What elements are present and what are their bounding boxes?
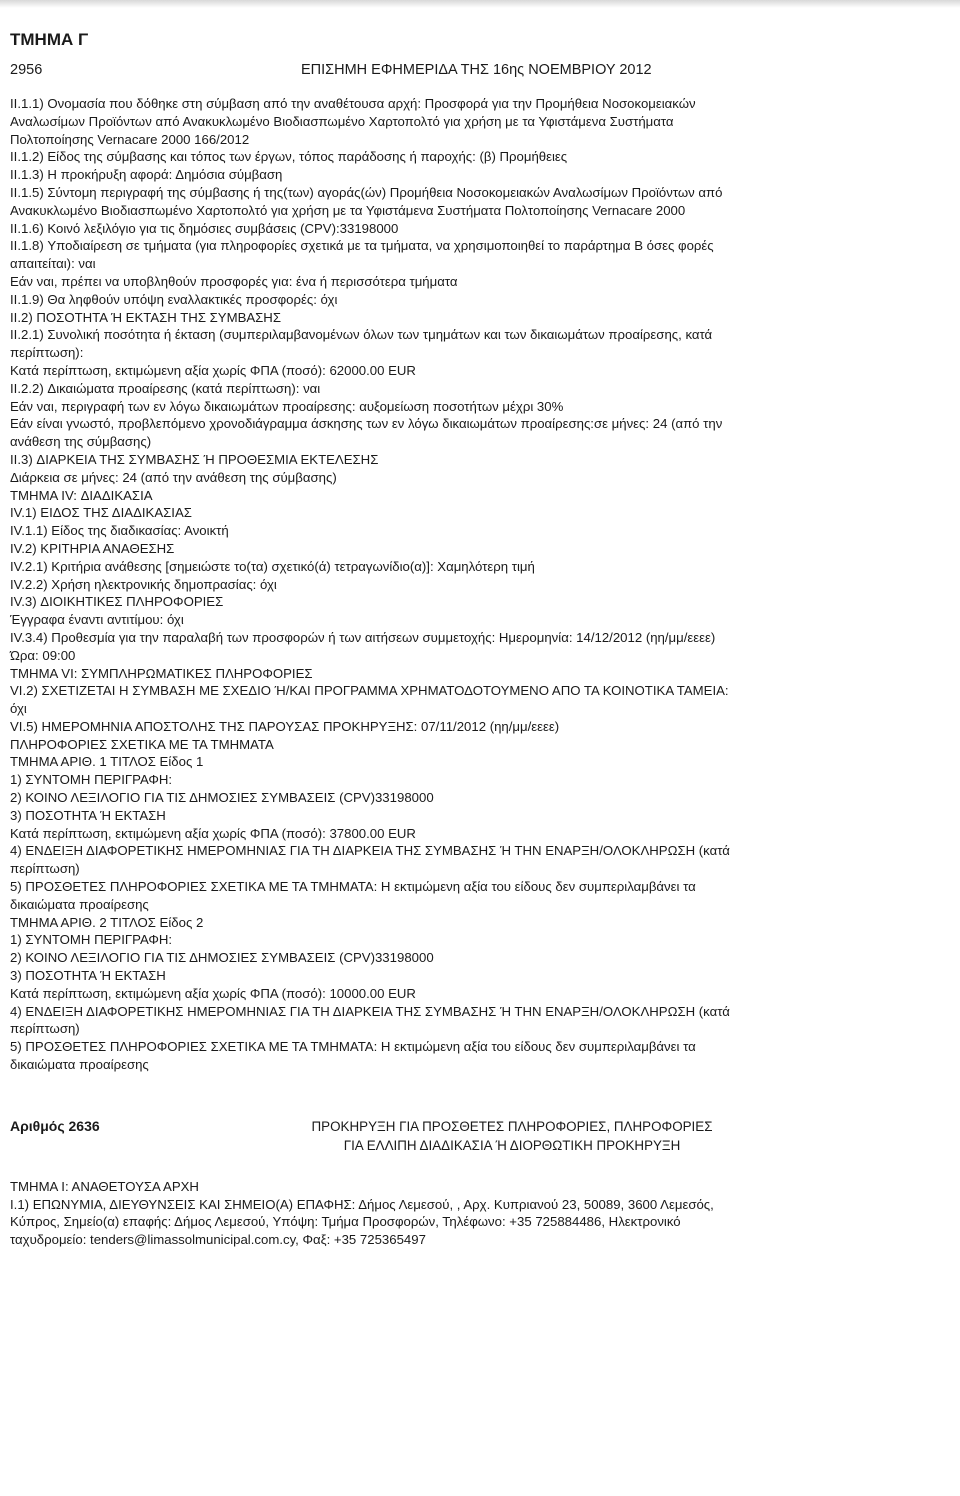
text-line: όχι [10, 701, 27, 717]
text-line: ΠΛΗΡΟΦΟΡΙΕΣ ΣΧΕΤΙΚΑ ΜΕ ΤΑ ΤΜΗΜΑΤΑ [10, 736, 274, 752]
text-line: 2) ΚΟΙΝΟ ΛΕΞΙΛΟΓΙΟ ΓΙΑ ΤΙΣ ΔΗΜΟΣΙΕΣ ΣΥΜΒΑΣΕΙΣ (CPV)33198000 [10, 790, 434, 806]
text-line: Έγγραφα έναντι αντιτίμου: όχι [10, 612, 184, 628]
text-line: IV.1) ΕΙΔΟΣ ΤΗΣ ΔΙΑΔΙΚΑΣΙΑΣ [10, 505, 192, 521]
text-line: II.1.2) Είδος της σύμβασης και τόπος των έργων, τόπος παράδοσης ή παροχής: (β) Προμήθειες [10, 149, 568, 165]
text-line: IV.3.4) Προθεσμία για την παραλαβή των προσφορών ή των αιτήσεων συμμετοχής: Ημερομηνία: 14/12/2012 (ηη/μμ/εεεε) [10, 629, 716, 645]
document-body [10, 95, 954, 1249]
text-line: IV.2) ΚΡΙΤΗΡΙΑ ΑΝΑΘΕΣΗΣ [10, 540, 175, 556]
contract-notice-text [10, 95, 954, 1074]
text-line: II.2) ΠΟΣΟΤΗΤΑ Ή ΕΚΤΑΣΗ ΤΗΣ ΣΥΜΒΑΣΗΣ [10, 309, 281, 325]
spacer [10, 1164, 954, 1178]
text-line: II.1.6) Κοινό λεξιλόγιο για τις δημόσιες συμβάσεις (CPV):33198000 [10, 220, 399, 236]
text-line: 3) ΠΟΣΟΤΗΤΑ Ή ΕΚΤΑΣΗ [10, 968, 166, 984]
text-line: 2) ΚΟΙΝΟ ΛΕΞΙΛΟΓΙΟ ΓΙΑ ΤΙΣ ΔΗΜΟΣΙΕΣ ΣΥΜΒΑΣΕΙΣ (CPV)33198000 [10, 950, 434, 966]
text-line: IV.2.1) Κριτήρια ανάθεσης [σημειώστε το(τα) σχετικό(ά) τετραγωνίδιο(α)]: Χαμηλότερη τιμή [10, 558, 535, 574]
gazette-title: ΕΠΙΣΗΜΗ ΕΦΗΜΕΡΙΔΑ ΤΗΣ 16ης ΝΟΕΜΒΡΙΟΥ 2012 [301, 62, 652, 78]
text-line: ΤΜΗΜΑ Ι: ΑΝΑΘΕΤΟΥΣΑ ΑΡΧΗ [10, 1178, 199, 1194]
text-line: ΤΜΗΜΑ ΑΡΙΘ. 1 ΤΙΤΛΟΣ Είδος 1 [10, 754, 204, 770]
text-line: ΤΜΗΜΑ ΑΡΙΘ. 2 ΤΙΤΛΟΣ Είδος 2 [10, 914, 204, 930]
scan-edge [0, 0, 960, 8]
text-line: VI.2) ΣΧΕΤΙΖΕΤΑΙ Η ΣΥΜΒΑΣΗ ΜΕ ΣΧΕΔΙΟ Ή/ΚΑΙ ΠΡΟΓΡΑΜΜΑ ΧΡΗΜΑΤΟΔΟΤΟΥΜΕΝΟ ΑΠΟ ΤΑ ΚΟΙΝΟΤΙΚΑ ΤΑΜΕΙΑ: [10, 683, 729, 699]
text-line: Αναλωσίμων Προϊόντων από Ανακυκλωμένο Βιοδιασπωμένο Χαρτοπολτό για χρήση με τα Υφιστάμενα Συστήματα [10, 113, 674, 129]
text-line: II.2.1) Συνολική ποσότητα ή έκταση (συμπεριλαμβανομένων όλων των τμημάτων και των δικαιωμάτων προαίρεσης, κατά [10, 327, 713, 343]
text-line: Εάν ναι, περιγραφή των εν λόγω δικαιωμάτων προαίρεσης: αυξομείωση ποσοτήτων μέχρι 30% [10, 398, 564, 414]
text-line: Πολτοποίησης Vernacare 2000 166/2012 [10, 131, 250, 147]
additional-info-notice-text [10, 1178, 954, 1249]
text-line: 4) ΕΝΔΕΙΞΗ ΔΙΑΦΟΡΕΤΙΚΗΣ ΗΜΕΡΟΜΗΝΙΑΣ ΓΙΑ ΤΗ ΔΙΑΡΚΕΙΑ ΤΗΣ ΣΥΜΒΑΣΗΣ Ή ΤΗΝ ΕΝΑΡΞΗ/ΟΛΟΚΛΗΡΩΣΗ (κατά [10, 843, 730, 859]
text-line: απαιτείται): ναι [10, 256, 96, 272]
text-line: δικαιώματα προαίρεσης [10, 896, 149, 912]
text-line: Εάν είναι γνωστό, προβλεπόμενο χρονοδιάγραμμα άσκησης των εν λόγω δικαιωμάτων προαίρεσης:σε μήνες: 24 (από την [10, 416, 723, 432]
text-line: Ώρα: 09:00 [10, 647, 76, 663]
text-line: δικαιώματα προαίρεσης [10, 1057, 149, 1073]
notice-number: Αριθμός 2636 [10, 1117, 100, 1134]
text-line: περίπτωση) [10, 861, 80, 877]
text-line: I.1) ΕΠΩΝΥΜΙΑ, ΔΙΕΥΘΥΝΣΕΙΣ ΚΑΙ ΣΗΜΕΙΟ(Α) ΕΠΑΦΗΣ: Δήμος Λεμεσού, , Αρχ. Κυπριανού 23, 50089, 3600 Λεμεσός, [10, 1196, 714, 1212]
text-line: περίπτωση) [10, 1021, 80, 1037]
text-line: IV.2.2) Χρήση ηλεκτρονικής δημοπρασίας: όχι [10, 576, 277, 592]
text-line: II.1.1) Ονομασία που δόθηκε στη σύμβαση από την αναθέτουσα αρχή: Προσφορά για την Προμήθεια Νοσοκομειακών [10, 96, 696, 111]
text-line: 1) ΣΥΝΤΟΜΗ ΠΕΡΙΓΡΑΦΗ: [10, 772, 173, 788]
section-tag: ΤΜΗΜΑ Γ [10, 30, 89, 49]
text-line: ΤΜΗΜΑ VI: ΣΥΜΠΛΗΡΩΜΑΤΙΚΕΣ ΠΛΗΡΟΦΟΡΙΕΣ [10, 665, 313, 681]
text-line: Διάρκεια σε μήνες: 24 (από την ανάθεση της σύμβασης) [10, 469, 337, 485]
text-line: ταχυδρομείο: tenders@limassolmunicipal.com.cy, Φαξ: +35 725365497 [10, 1232, 426, 1248]
page-number: 2956 [10, 62, 43, 78]
text-line: Κατά περίπτωση, εκτιμώμενη αξία χωρίς ΦΠΑ (ποσό): 10000.00 EUR [10, 985, 416, 1001]
text-line: 5) ΠΡΟΣΘΕΤΕΣ ΠΛΗΡΟΦΟΡΙΕΣ ΣΧΕΤΙΚΑ ΜΕ ΤΑ ΤΜΗΜΑΤΑ: Η εκτιμώμενη αξία του είδους δεν συμπεριλαμβάνει τα [10, 879, 696, 895]
notice-title-line-1: ΠΡΟΚΗΡΥΞΗ ΓΙΑ ΠΡΟΣΘΕΤΕΣ ΠΛΗΡΟΦΟΡΙΕΣ, ΠΛΗΡΟΦΟΡΙΕΣ [311, 1118, 713, 1134]
text-line: II.1.9) Θα ληφθούν υπόψη εναλλακτικές προσφορές: όχι [10, 291, 338, 307]
text-line: 3) ΠΟΣΟΤΗΤΑ Ή ΕΚΤΑΣΗ [10, 807, 166, 823]
text-line: II.1.8) Υποδιαίρεση σε τμήματα (για πληροφορίες σχετικά με τα τμήματα, να χρησιμοποιηθεί το παράρτημα Β όσες φορές [10, 238, 714, 254]
text-line: 4) ΕΝΔΕΙΞΗ ΔΙΑΦΟΡΕΤΙΚΗΣ ΗΜΕΡΟΜΗΝΙΑΣ ΓΙΑ ΤΗ ΔΙΑΡΚΕΙΑ ΤΗΣ ΣΥΜΒΑΣΗΣ Ή ΤΗΝ ΕΝΑΡΞΗ/ΟΛΟΚΛΗΡΩΣΗ (κατά [10, 1003, 730, 1019]
text-line: II.2.2) Δικαιώματα προαίρεσης (κατά περίπτωση): ναι [10, 380, 321, 396]
spacer [10, 1074, 954, 1114]
text-line: Κατά περίπτωση, εκτιμώμενη αξία χωρίς ΦΠΑ (ποσό): 62000.00 EUR [10, 362, 416, 378]
text-line: 1) ΣΥΝΤΟΜΗ ΠΕΡΙΓΡΑΦΗ: [10, 932, 173, 948]
text-line: Κατά περίπτωση, εκτιμώμενη αξία χωρίς ΦΠΑ (ποσό): 37800.00 EUR [10, 825, 416, 841]
text-line: VI.5) ΗΜΕΡΟΜΗΝΙΑ ΑΠΟΣΤΟΛΗΣ ΤΗΣ ΠΑΡΟΥΣΑΣ ΠΡΟΚΗΡΥΞΗΣ: 07/11/2012 (ηη/μμ/εεεε) [10, 718, 560, 734]
text-line: 5) ΠΡΟΣΘΕΤΕΣ ΠΛΗΡΟΦΟΡΙΕΣ ΣΧΕΤΙΚΑ ΜΕ ΤΑ ΤΜΗΜΑΤΑ: Η εκτιμώμενη αξία του είδους δεν συμπεριλαμβάνει τα [10, 1039, 696, 1055]
text-line: II.3) ΔΙΑΡΚΕΙΑ ΤΗΣ ΣΥΜΒΑΣΗΣ Ή ΠΡΟΘΕΣΜΙΑ ΕΚΤΕΛΕΣΗΣ [10, 451, 379, 467]
text-line: Εάν ναι, πρέπει να υποβληθούν προσφορές για: ένα ή περισσότερα τμήματα [10, 273, 458, 289]
text-line: Κύπρος, Σημείο(α) επαφής: Δήμος Λεμεσού, Υπόψη: Τμήμα Προσφορών, Τηλέφωνο: +35 725884486, Ηλεκτρονικό [10, 1214, 681, 1230]
text-line: II.1.3) Η προκήρυξη αφορά: Δημόσια σύμβαση [10, 167, 283, 183]
notice-heading [10, 1116, 954, 1164]
text-line: IV.3) ΔΙΟΙΚΗΤΙΚΕΣ ΠΛΗΡΟΦΟΡΙΕΣ [10, 594, 224, 610]
text-line: περίπτωση): [10, 345, 84, 361]
text-line: II.1.5) Σύντομη περιγραφή της σύμβασης ή της(των) αγοράς(ών) Προμήθεια Νοσοκομειακών Αναλωσίμων Προϊόντων από [10, 184, 723, 200]
text-line: ανάθεση της σύμβασης) [10, 434, 152, 450]
text-line: IV.1.1) Είδος της διαδικασίας: Ανοικτή [10, 523, 229, 539]
notice-title-line-2: ΓΙΑ ΕΛΛΙΠΗ ΔΙΑΔΙΚΑΣΙΑ Ή ΔΙΟΡΘΩΤΙΚΗ ΠΡΟΚΗΡΥΞΗ [343, 1137, 681, 1153]
text-line: ΤΜΗΜΑ IV: ΔΙΑΔΙΚΑΣΙΑ [10, 487, 153, 503]
text-line: Ανακυκλωμένο Βιοδιασπωμένο Χαρτοπολτό για χρήση με τα Υφιστάμενα Συστήματα Πολτοποίησης Vernacare 2000 [10, 202, 686, 218]
